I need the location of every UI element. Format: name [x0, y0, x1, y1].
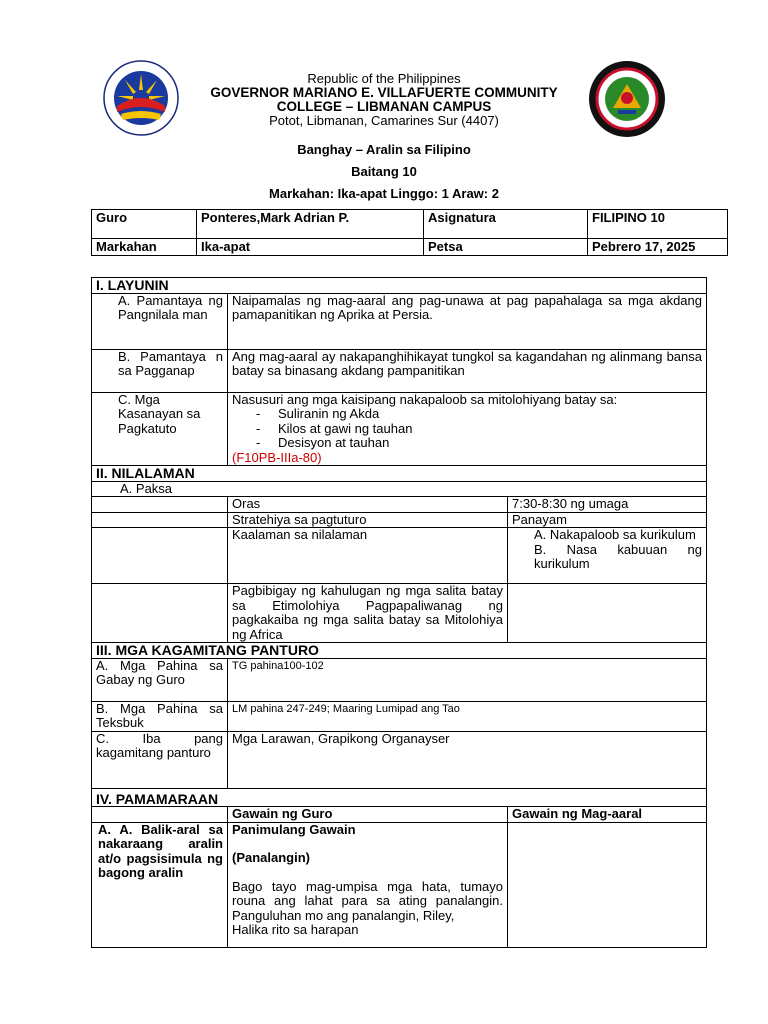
list-item: A. Nakapaloob sa kurikulum — [534, 527, 696, 542]
empty-cell — [508, 584, 707, 643]
kagamitan-b-text: LM pahina 247-249; Maaring Lumipad ang Tao — [228, 701, 707, 731]
competency-code: (F10PB-IIIa-80) — [232, 449, 322, 465]
document-header — [0, 72, 768, 128]
empty-cell — [92, 807, 228, 823]
kagamitan-b-label: B. Mga Pahina sa Teksbuk — [92, 701, 228, 731]
plan-title: Banghay – Aralin sa Filipino — [297, 142, 471, 157]
pagbibigay-text: Pagbibigay ng kahulugan ng mga salita batay sa Etimolohiya Pagpapaliwanag ng pagkakaiba ng mga salita batay sa Mitolohiya ng Africa — [228, 584, 508, 643]
lesson-titles — [0, 143, 768, 209]
petsa-label: Petsa — [424, 239, 588, 256]
grade-title: Baitang 10 — [351, 164, 417, 179]
col-gawain-guro: Gawain ng Guro — [228, 807, 508, 823]
markahan-value: Ika-apat — [197, 239, 424, 256]
gawain-guro-text2: Halika rito sa harapan — [232, 922, 359, 937]
strat-label: Stratehiya sa pagtuturo — [228, 512, 508, 528]
layunin-c-list — [232, 407, 702, 451]
lesson-plan-table — [91, 277, 707, 948]
gawain-mag-aaral-cell — [508, 822, 707, 947]
kagamitan-c-label: C. Iba pang kagamitang panturo — [92, 731, 228, 788]
kaalaman-label: Kaalaman sa nilalaman — [228, 528, 508, 584]
college-name-line2: COLLEGE – LIBMANAN CAMPUS — [276, 99, 492, 114]
layunin-c-label: C. Mga Kasanayan sa Pagkatuto — [92, 392, 228, 466]
layunin-c-cell — [228, 392, 707, 466]
gawain-guro-cell — [228, 822, 508, 947]
petsa-value: Pebrero 17, 2025 — [588, 239, 728, 256]
empty-cell — [92, 497, 228, 513]
markahan-label: Markahan — [92, 239, 197, 256]
kagamitan-a-text: TG pahina100-102 — [228, 658, 707, 701]
guro-value: Ponteres,Mark Adrian P. — [197, 210, 424, 239]
oras-value: 7:30-8:30 ng umaga — [508, 497, 707, 513]
info-table — [91, 209, 728, 256]
asignatura-label: Asignatura — [424, 210, 588, 239]
college-address: Potot, Libmanan, Camarines Sur (4407) — [269, 113, 499, 128]
paksa-label: A. Paksa — [92, 481, 707, 497]
layunin-heading: I. LAYUNIN — [92, 278, 707, 294]
panalangin-heading: (Panalangin) — [232, 850, 311, 865]
panimula-heading: Panimulang Gawain — [232, 821, 356, 837]
layunin-c-text: Nasusuri ang mga kaisipang nakapaloob sa mitolohiyang batay sa: — [232, 391, 618, 407]
layunin-b-label: B. Pamantaya n sa Pagganap — [92, 349, 228, 392]
empty-cell — [92, 528, 228, 584]
oras-label: Oras — [228, 497, 508, 513]
nilalaman-heading: II. NILALAMAN — [92, 466, 707, 482]
asignatura-value: FILIPINO 10 — [588, 210, 728, 239]
republic-line: Republic of the Philippines — [307, 71, 461, 86]
guro-label: Guro — [92, 210, 197, 239]
list-item: B. Nasa kabuuan ng kurikulum — [534, 541, 702, 571]
pamamaraan-a-label: A. A. Balik-aral sa nakaraang aralin at/o pagsisimula ng bagong aralin — [92, 822, 228, 947]
empty-cell — [92, 584, 228, 643]
layunin-a-text: Naipamalas ng mag-aaral ang pag-unawa at pag papahalaga sa mga akdang pamapanitikan ng Aprika at Persia. — [228, 293, 707, 349]
kaalaman-cell — [508, 528, 707, 584]
college-name-line1: GOVERNOR MARIANO E. VILLAFUERTE COMMUNITY — [210, 85, 558, 100]
kagamitan-heading: III. MGA KAGAMITANG PANTURO — [92, 643, 707, 659]
pamamaraan-heading: IV. PAMAMARAAN — [92, 788, 707, 807]
gawain-guro-text: Bago tayo mag-umpisa mga hata, tumayo rouna ang lahat para sa ating panalangin. Panguluhan mo ang panalangin, Riley, — [232, 878, 503, 923]
kagamitan-a-label: A. Mga Pahina sa Gabay ng Guro — [92, 658, 228, 701]
strat-value: Panayam — [508, 512, 707, 528]
col-gawain-mag-aaral: Gawain ng Mag-aaral — [508, 807, 707, 823]
empty-cell — [92, 512, 228, 528]
list-item: - Suliranin ng Akda — [256, 407, 702, 422]
list-item: - Kilos at gawi ng tauhan — [256, 422, 702, 437]
quarter-title: Markahan: Ika-apat Linggo: 1 Araw: 2 — [269, 186, 499, 201]
kagamitan-c-text: Mga Larawan, Grapikong Organayser — [228, 731, 707, 788]
layunin-b-text: Ang mag-aaral ay nakapanghihikayat tungkol sa kagandahan ng alinmang bansa batay sa binasang akdang pampanitikan — [228, 349, 707, 392]
list-item: - Desisyon at tauhan — [256, 436, 702, 451]
layunin-a-label: A. Pamantaya ng Pangnilala man — [92, 293, 228, 349]
